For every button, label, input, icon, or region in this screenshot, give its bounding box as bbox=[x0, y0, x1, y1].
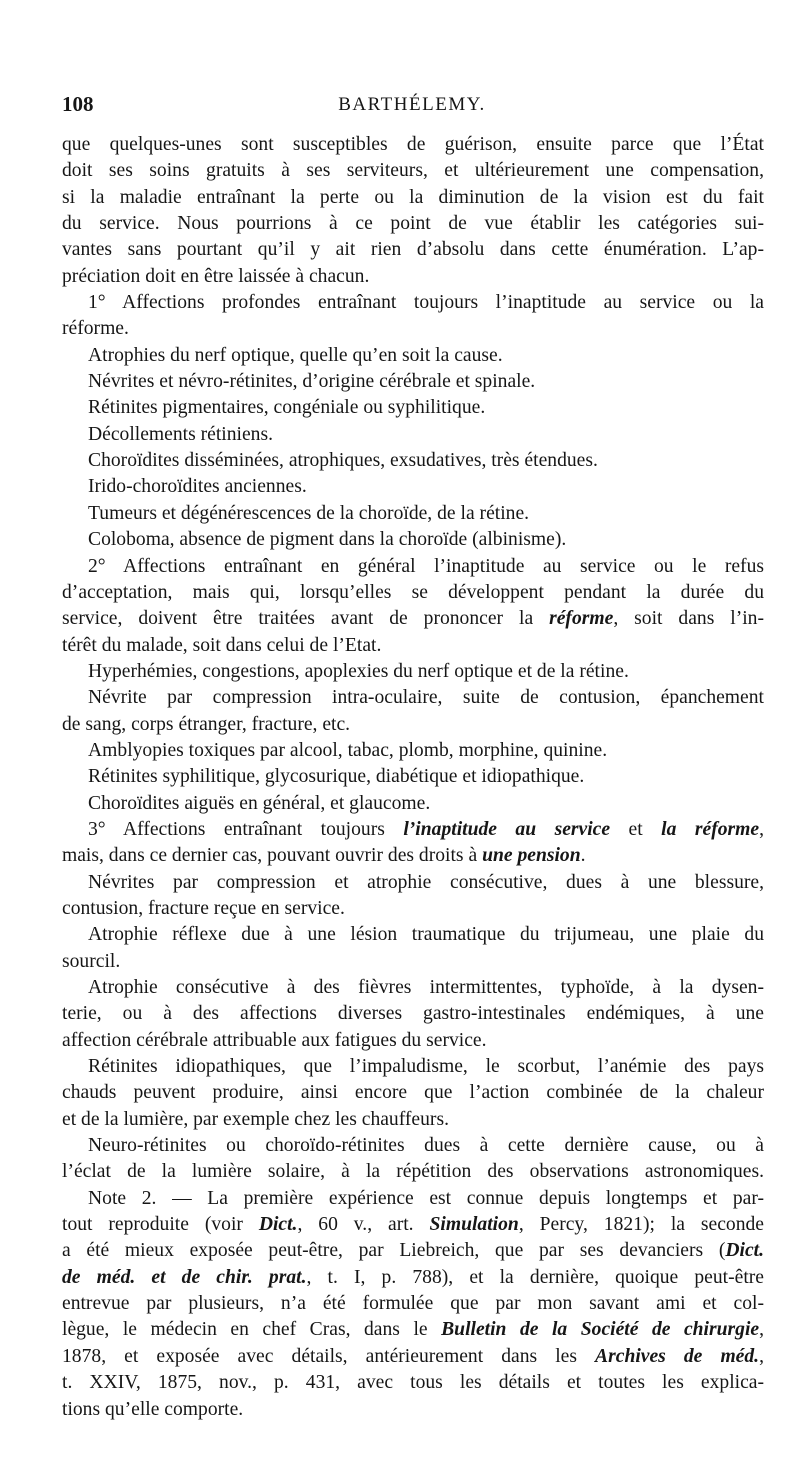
text-line bbox=[62, 1080, 764, 1106]
text-segment: 2° Affections entraînant en général l’inaptitude au service ou le refus bbox=[88, 555, 764, 577]
text-line bbox=[62, 1028, 764, 1054]
text-segment: Coloboma, absence de pigment dans la choroïde (albinisme). bbox=[88, 529, 567, 551]
text-line bbox=[62, 1054, 764, 1080]
text-line bbox=[62, 448, 764, 474]
text-segment: Névrite par compression intra-oculaire, suite de contusion, épanchement bbox=[88, 687, 764, 709]
text-line bbox=[62, 501, 764, 527]
text-segment: Rétinites pigmentaires, congéniale ou syphilitique. bbox=[88, 397, 486, 419]
text-line bbox=[62, 158, 764, 184]
text-segment: Névrites par compression et atrophie consécutive, dues à une blessure, bbox=[88, 871, 764, 893]
text-segment: Amblyopies toxiques par alcool, tabac, plomb, morphine, quinine. bbox=[88, 739, 608, 761]
text-line bbox=[62, 870, 764, 896]
text-segment: Atrophie consécutive à des fièvres intermittentes, typhoïde, à la dysen- bbox=[88, 977, 764, 998]
text-segment: mais, dans ce dernier cas, pouvant ouvrir des droits à bbox=[62, 845, 483, 867]
text-line bbox=[62, 290, 764, 316]
text-segment: et bbox=[610, 818, 662, 840]
text-line bbox=[62, 1265, 764, 1291]
text-line bbox=[62, 316, 764, 342]
text-segment: lègue, le médecin en chef Cras, dans le bbox=[62, 1319, 442, 1341]
text-line bbox=[62, 896, 764, 922]
text-line bbox=[62, 211, 764, 237]
text-segment: Rétinites idiopathiques, que l’impaludisme, le scorbut, l’anémie des pays bbox=[88, 1056, 764, 1078]
italic-text: Dict. bbox=[258, 1214, 298, 1236]
text-segment: service, doivent être traitées avant de prononcer la bbox=[62, 608, 550, 630]
text-segment: doit ses soins gratuits à ses serviteurs, et ultérieurement une compensation, bbox=[62, 160, 764, 182]
text-segment: terie, ou à des affections diverses gastro-intestinales endémiques, à une bbox=[62, 1003, 764, 1025]
page-header bbox=[62, 92, 762, 122]
text-line bbox=[62, 1397, 764, 1423]
text-line bbox=[62, 633, 764, 659]
text-segment: Atrophie réflexe due à une lésion traumatique du trijumeau, une plaie du bbox=[88, 924, 764, 946]
text-line bbox=[62, 580, 764, 606]
body-text bbox=[62, 132, 764, 1423]
text-segment: Note 2. — La première expérience est connue depuis longtemps et par- bbox=[88, 1187, 764, 1209]
text-line bbox=[62, 843, 764, 869]
text-line bbox=[62, 1370, 764, 1396]
text-segment: tions qu’elle comporte. bbox=[62, 1398, 244, 1420]
text-segment: si la maladie entraînant la perte ou la diminution de la vision est du fait bbox=[62, 186, 764, 208]
italic-text: la réforme bbox=[661, 818, 760, 840]
text-line bbox=[62, 1212, 764, 1238]
italic-text: de méd. et de chir. prat. bbox=[62, 1266, 307, 1288]
text-segment: Tumeurs et dégénérescences de la choroïde, de la rétine. bbox=[88, 502, 530, 524]
text-line bbox=[62, 791, 764, 817]
text-line bbox=[62, 422, 764, 448]
italic-text: Bulletin de la Société de chirurgie bbox=[441, 1319, 760, 1341]
text-line bbox=[62, 922, 764, 948]
text-line bbox=[62, 1001, 764, 1027]
text-line bbox=[62, 712, 764, 738]
italic-text: Simulation bbox=[429, 1214, 519, 1236]
text-segment: préciation doit en être laissée à chacun. bbox=[62, 265, 370, 287]
text-segment: , soit dans l’in- bbox=[613, 608, 764, 630]
text-segment: Choroïdites aiguës en général, et glaucome. bbox=[88, 792, 431, 814]
text-line bbox=[62, 975, 764, 1001]
text-line bbox=[62, 264, 764, 290]
text-segment: , bbox=[759, 818, 764, 840]
text-line bbox=[62, 606, 764, 632]
text-segment: , bbox=[759, 1345, 764, 1367]
text-segment: du service. Nous pourrions à ce point de vue établir les catégories sui- bbox=[62, 213, 764, 235]
text-segment: de sang, corps étranger, fracture, etc. bbox=[62, 713, 351, 735]
text-line bbox=[62, 659, 764, 685]
text-segment: d’acceptation, mais qui, lorsqu’elles se développent pendant la durée du bbox=[62, 581, 764, 603]
text-segment: Décollements rétiniens. bbox=[88, 423, 273, 445]
text-segment: réforme. bbox=[62, 318, 129, 340]
text-line bbox=[62, 132, 764, 158]
text-segment: chauds peuvent produire, ainsi encore que l’action combinée de la chaleur bbox=[62, 1082, 764, 1104]
text-segment: Irido-choroïdites anciennes. bbox=[88, 476, 307, 498]
running-head: BARTHÉLEMY. bbox=[338, 94, 486, 115]
text-segment: sourcil. bbox=[62, 950, 121, 972]
text-line bbox=[62, 685, 764, 711]
text-segment: 1878, et exposée avec détails, antérieurement dans les bbox=[62, 1345, 596, 1367]
italic-text: Archives de méd. bbox=[595, 1345, 760, 1367]
text-segment: entrevue par plusieurs, n’a été formulée que par mon savant ami et col- bbox=[62, 1293, 764, 1315]
text-segment: Neuro-rétinites ou choroïdo-rétinites dues à cette dernière cause, ou à bbox=[88, 1135, 764, 1157]
text-line bbox=[62, 185, 764, 211]
text-segment: térêt du malade, soit dans celui de l’Etat. bbox=[62, 634, 382, 656]
page-number: 108 bbox=[62, 92, 94, 116]
text-segment: Choroïdites disséminées, atrophiques, exsudatives, très étendues. bbox=[88, 450, 598, 472]
text-segment: a été mieux exposée peut-être, par Liebreich, que par ses devanciers ( bbox=[62, 1240, 726, 1262]
text-line bbox=[62, 1133, 764, 1159]
text-segment: affection cérébrale attribuable aux fatigues du service. bbox=[62, 1029, 487, 1051]
text-segment: Rétinites syphilitique, glycosurique, diabétique et idiopathique. bbox=[88, 766, 585, 788]
italic-text: l’inaptitude au service bbox=[403, 818, 611, 840]
text-segment: , bbox=[759, 1319, 764, 1341]
text-segment: , Percy, 1821); la seconde bbox=[518, 1214, 764, 1236]
text-line bbox=[62, 1238, 764, 1264]
text-line bbox=[62, 764, 764, 790]
text-segment: t. XXIV, 1875, nov., p. 431, avec tous les détails et toutes les explica- bbox=[62, 1372, 764, 1394]
text-line bbox=[62, 949, 764, 975]
text-segment: , t. I, p. 788), et la dernière, quoique peut-être bbox=[306, 1266, 764, 1288]
text-line bbox=[62, 474, 764, 500]
text-segment: que quelques-unes sont susceptibles de guérison, ensuite parce que l’État bbox=[62, 134, 764, 155]
text-line bbox=[62, 237, 764, 263]
text-segment: vantes sans pourtant qu’il y ait rien d’absolu dans cette énumération. L’ap- bbox=[62, 239, 764, 261]
text-segment: , 60 v., art. bbox=[297, 1214, 430, 1236]
text-segment: et de la lumière, par exemple chez les chauffeurs. bbox=[62, 1108, 449, 1130]
text-segment: . bbox=[580, 845, 586, 867]
text-line bbox=[62, 395, 764, 421]
text-segment: 1° Affections profondes entraînant toujours l’inaptitude au service ou la bbox=[88, 292, 764, 314]
text-segment: contusion, fracture reçue en service. bbox=[62, 897, 345, 919]
text-segment: l’éclat de la lumière solaire, à la répétition des observations astronomiques. bbox=[62, 1161, 764, 1183]
text-segment: tout reproduite (voir bbox=[62, 1214, 259, 1236]
italic-text: une pension bbox=[482, 845, 581, 867]
italic-text: Dict. bbox=[725, 1240, 764, 1262]
text-segment: 3° Affections entraînant toujours bbox=[88, 818, 404, 840]
text-line bbox=[62, 343, 764, 369]
text-line bbox=[62, 369, 764, 395]
italic-text: réforme bbox=[549, 608, 614, 630]
text-line bbox=[62, 1344, 764, 1370]
text-segment: Hyperhémies, congestions, apoplexies du nerf optique et de la rétine. bbox=[88, 660, 629, 682]
text-segment: Névrites et névro-rétinites, d’origine cérébrale et spinale. bbox=[88, 371, 536, 393]
text-line bbox=[62, 527, 764, 553]
text-line bbox=[62, 1317, 764, 1343]
text-line bbox=[62, 817, 764, 843]
text-segment: Atrophies du nerf optique, quelle qu’en soit la cause. bbox=[88, 344, 503, 366]
text-line bbox=[62, 1186, 764, 1212]
text-line bbox=[62, 738, 764, 764]
text-line bbox=[62, 1159, 764, 1185]
text-line bbox=[62, 1107, 764, 1133]
text-line bbox=[62, 1291, 764, 1317]
text-line bbox=[62, 554, 764, 580]
